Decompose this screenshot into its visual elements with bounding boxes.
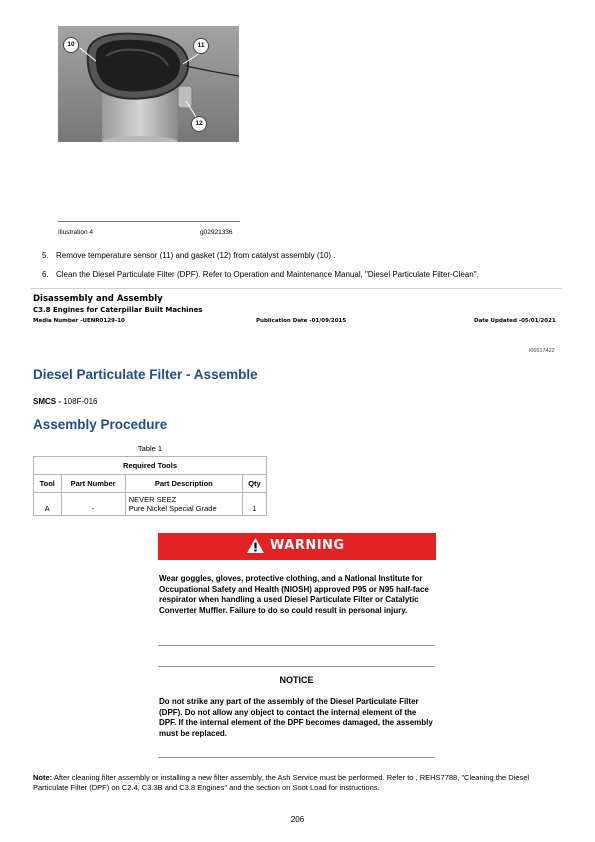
table-title-row [34, 457, 267, 475]
smcs-value: 108F-016 [63, 397, 98, 406]
table-caption: Table 1 [137, 444, 163, 453]
smcs-label: SMCS - [33, 397, 64, 406]
media-number: Media Number -UENR0129-10 [33, 318, 125, 324]
warning-triangle-icon [246, 537, 265, 554]
warning-label: WARNING [270, 538, 345, 553]
table-title: Required Tools [34, 457, 267, 475]
notice-top-rule [158, 666, 435, 667]
notice-bottom-rule [158, 757, 435, 758]
step-5-text: Remove temperature sensor (11) and gasket (12) from catalyst assembly (10) . [56, 251, 336, 260]
publication-date: Publication Date -01/09/2015 [256, 318, 347, 324]
header-divider [31, 288, 562, 289]
note-paragraph [33, 773, 563, 793]
smcs-line [33, 397, 97, 406]
page-number: 206 [290, 815, 305, 824]
notice-text: Do not strike any part of the assembly of the Diesel Particulate Filter (DPF). Do not allow any object to contact the internal element of the DPF. If the internal element of the DPF becomes damaged, the assembly must be replaced. [159, 697, 433, 738]
dpf-photo-drawing [58, 26, 239, 142]
section-subtitle: C3.8 Engines for Caterpillar Built Machines [33, 306, 203, 314]
cell-qty: 1 [242, 493, 266, 516]
illustration-code: g02921336 [200, 229, 233, 236]
cell-part-description [125, 493, 242, 516]
table-header-row [34, 475, 267, 493]
warning-banner [158, 533, 436, 560]
cell-description-line-1: NEVER SEEZ [128, 495, 177, 504]
notice-label: NOTICE [279, 675, 314, 685]
illustration-divider [58, 221, 240, 222]
col-header-part-number: Part Number [61, 475, 125, 493]
callout-12: 12 [191, 116, 207, 132]
step-5-number: 5. [42, 251, 49, 260]
callout-11: 11 [193, 38, 209, 54]
procedure-heading: Assembly Procedure [33, 417, 168, 432]
required-tools-table [33, 456, 267, 516]
table-row [34, 493, 267, 516]
page-title: Diesel Particulate Filter - Assemble [33, 367, 258, 382]
cell-tool: A [34, 493, 62, 516]
warning-text: Wear goggles, gloves, protective clothing, and a National Institute for Occupational Safety and Health (NIOSH) approved P95 or N95 half-face respirator when handling a used Diesel Particulate Filter or Catalytic Converter Muffler. Failure to do so could result in personal injury. [159, 574, 429, 615]
date-updated: Date Updated -05/01/2021 [474, 318, 556, 324]
dpf-photo [58, 26, 239, 142]
note-label: Note: [33, 773, 53, 782]
callout-10: 10 [63, 37, 79, 53]
warning-label-group [246, 537, 345, 554]
document-id: i06617422 [529, 348, 555, 354]
section-title: Disassembly and Assembly [33, 294, 163, 304]
step-6-text: Clean the Diesel Particulate Filter (DPF). Refer to Operation and Maintenance Manual, "Diesel Particulate Filter-Clean". [56, 270, 479, 279]
cell-part-number: - [61, 493, 125, 516]
col-header-tool: Tool [34, 475, 62, 493]
note-text: After cleaning filter assembly or installing a new filter assembly, the Ash Service must be performed. Refer to , REHS7788, "Cleaning the Diesel Particulate Filter (DPF) on C2.4, C3.3B and C3.8 Engines" and the section on Soot Load for instructions. [33, 773, 530, 792]
col-header-part-description: Part Description [125, 475, 242, 493]
col-header-qty: Qty [242, 475, 266, 493]
step-6-number: 6. [42, 270, 49, 279]
illustration-label: Illustration 4 [58, 229, 94, 236]
warning-bottom-rule [158, 645, 435, 646]
cell-description-line-2: Pure Nickel Special Grade [128, 504, 217, 513]
